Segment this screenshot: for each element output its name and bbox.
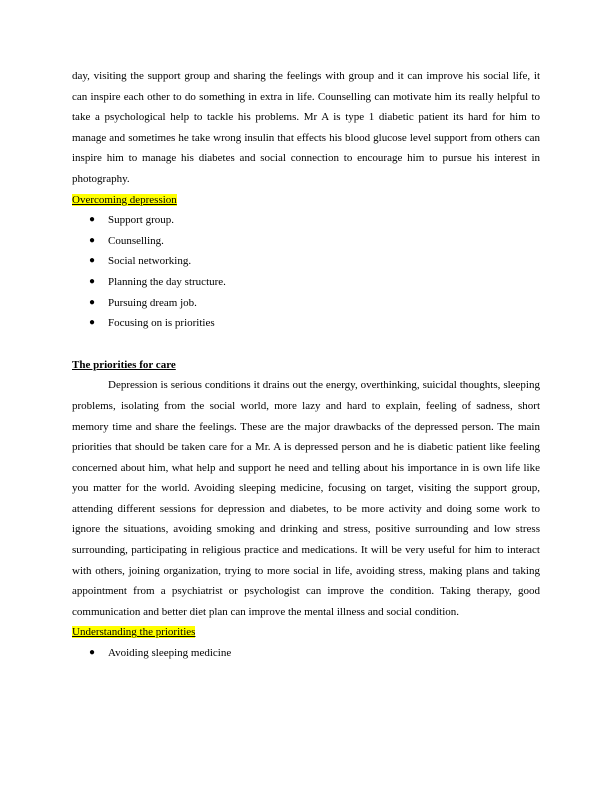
list-item: ● Social networking. xyxy=(108,251,540,272)
intro-paragraph: day, visiting the support group and sharing the feelings with group and it can improve his social life, it can inspire each other to do something in extra in life. Counselling can motivate him its really helpful to take a psychological help to tackle his problems. Mr A is type 1 diabetic patient its hard for him to manage and sometimes he take wrong insulin that effects his blood glucose level support from others can inspire him to manage his diabetes and social connection to encourage him to pursue his interest in photography. xyxy=(72,70,540,185)
priorities-for-care-heading: The priorities for care xyxy=(72,358,176,371)
overcoming-depression-list xyxy=(72,210,540,334)
priorities-paragraph: Depression is serious conditions it drains out the energy, overthinking, suicidal thoughts, sleeping problems, isolating from the social world, more lazy and hard to explain, feeling of sadness, short memory time and share the feelings. These are the major drawbacks of the depressed person. The main priorities that should be taken care for a Mr. A is depressed person and he is diabetic patient like feeling concerned about him, what help and support he need and telling about his importance in is own life like you matter for the world. Avoiding sleeping medicine, focusing on target, visiting the support group, attending different sessions for depression and diabetes, to be more activity and doing some work to ignore the situations, avoiding smoking and drinking and stress, positive surrounding and low stress surrounding, participating in religious practice and medications. It will be very useful for him to interact with others, joining organization, trying to more social in life, avoiding stress, making plans and taking appointment from a psychiatrist or psychologist can improve the condition. Taking therapy, good communication and better diet plan can improve the mental illness and social condition. xyxy=(72,379,540,618)
bullet-icon: ● xyxy=(89,317,96,329)
bullet-icon: ● xyxy=(89,234,96,246)
list-item: ● Planning the day structure. xyxy=(108,272,540,293)
understanding-priorities-list xyxy=(72,643,540,664)
bullet-icon: ● xyxy=(89,275,96,287)
list-item: ● Counselling. xyxy=(108,231,540,252)
spacer xyxy=(72,334,540,355)
bullet-icon: ● xyxy=(89,647,96,659)
document-page xyxy=(72,66,540,664)
list-item: ● Avoiding sleeping medicine xyxy=(108,643,540,664)
understanding-priorities-heading: Understanding the priorities xyxy=(72,626,196,639)
bullet-icon: ● xyxy=(89,255,96,267)
overcoming-depression-heading: Overcoming depression xyxy=(72,193,177,206)
list-item: ● Support group. xyxy=(108,210,540,231)
list-item: ● Focusing on is priorities xyxy=(108,313,540,334)
bullet-icon: ● xyxy=(89,214,96,226)
list-item: ● Pursuing dream job. xyxy=(108,293,540,314)
bullet-icon: ● xyxy=(89,296,96,308)
